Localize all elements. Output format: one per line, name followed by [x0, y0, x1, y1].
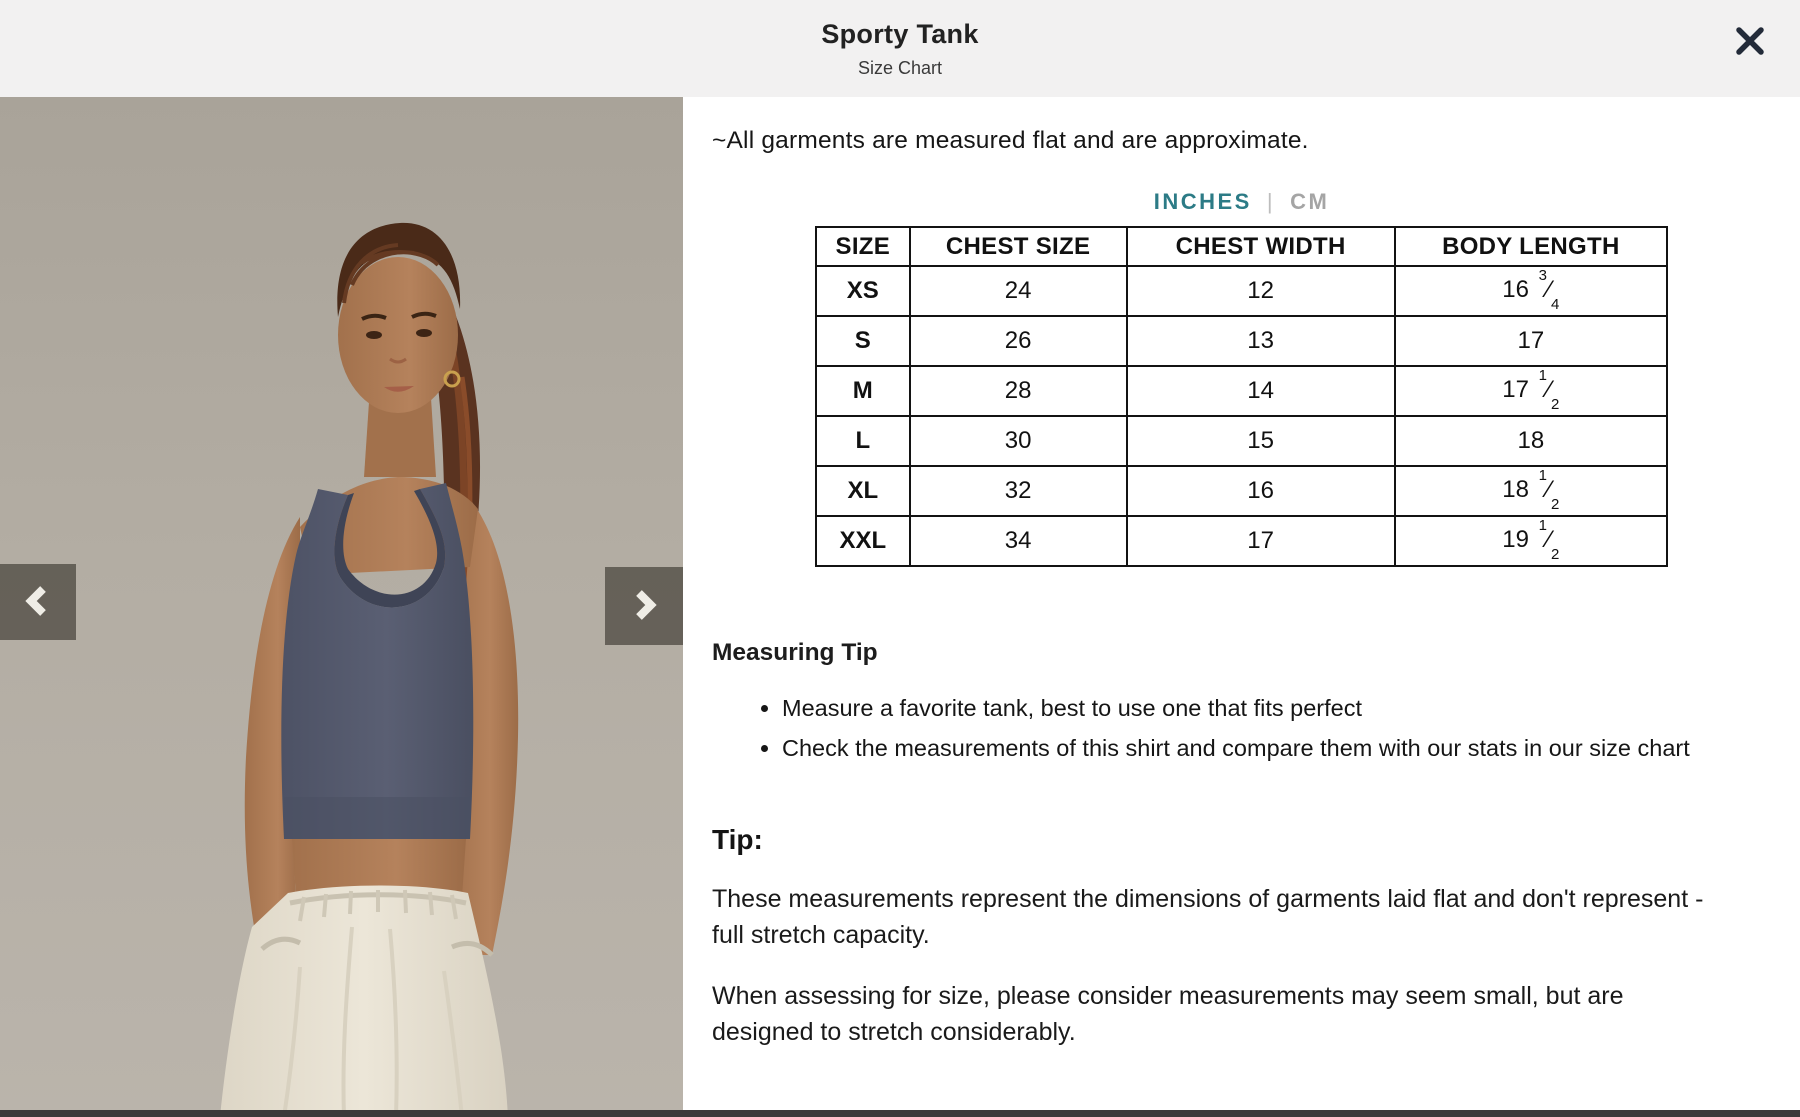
- cell-body-length: 17 $^1⁄_2$: [1395, 366, 1667, 416]
- header-body-length: BODY LENGTH: [1395, 227, 1667, 266]
- cell-chest-width: 12: [1127, 266, 1395, 316]
- chevron-left-icon: [21, 584, 55, 621]
- cell-chest-width: 15: [1127, 416, 1395, 466]
- carousel-next-button[interactable]: [605, 567, 683, 645]
- size-table-section: [815, 189, 1668, 567]
- unit-separator: |: [1266, 189, 1276, 214]
- unit-inches-tab[interactable]: INCHES: [1153, 189, 1252, 214]
- cell-chest-size: 32: [910, 466, 1127, 516]
- cell-chest-width: 14: [1127, 366, 1395, 416]
- cell-chest-width: 13: [1127, 316, 1395, 366]
- cell-body-length: 18 $^1⁄_2$: [1395, 466, 1667, 516]
- table-row: [816, 516, 1667, 566]
- tip-paragraph-1: These measurements represent the dimensions of garments laid flat and don't represent - full stretch capacity.: [712, 885, 1704, 949]
- table-header-row: [816, 227, 1667, 266]
- cell-chest-width: 17: [1127, 516, 1395, 566]
- measuring-tip-list: [712, 695, 1705, 762]
- measuring-tip-heading: Measuring Tip: [712, 639, 878, 666]
- cell-body-length: 17: [1395, 316, 1667, 366]
- table-row: [816, 416, 1667, 466]
- cell-chest-size: 34: [910, 516, 1127, 566]
- cell-chest-width: 16: [1127, 466, 1395, 516]
- cell-size: S: [816, 316, 910, 366]
- list-item: • Check the measurements of this shirt and compare them with our stats in our size chart: [782, 735, 1705, 762]
- cell-body-length: 16 $^3⁄_4$: [1395, 266, 1667, 316]
- cell-size: XXL: [816, 516, 910, 566]
- cell-size: XL: [816, 466, 910, 516]
- unit-toggle: [815, 189, 1668, 215]
- unit-cm-tab[interactable]: CM: [1290, 189, 1330, 214]
- tip-paragraph-2: When assessing for size, please consider measurements may seem small, but are designed to stretch considerably.: [712, 982, 1624, 1046]
- cell-size: XS: [816, 266, 910, 316]
- chevron-right-icon: [627, 588, 661, 625]
- cell-chest-size: 30: [910, 416, 1127, 466]
- cell-body-length: 19 $^1⁄_2$: [1395, 516, 1667, 566]
- header-chest-size: CHEST SIZE: [910, 227, 1127, 266]
- cell-chest-size: 24: [910, 266, 1127, 316]
- cell-chest-size: 26: [910, 316, 1127, 366]
- table-row: [816, 466, 1667, 516]
- table-row: [816, 366, 1667, 416]
- table-row: [816, 316, 1667, 366]
- measurement-disclaimer: ~All garments are measured flat and are approximate.: [712, 127, 1309, 154]
- size-chart-content: [683, 97, 1800, 1117]
- close-icon: [1732, 47, 1768, 62]
- model-photo-illustration: [0, 97, 683, 1117]
- list-item: • Measure a favorite tank, best to use one that fits perfect: [782, 695, 1705, 722]
- modal-body: [0, 97, 1800, 1117]
- table-row: [816, 266, 1667, 316]
- cell-chest-size: 28: [910, 366, 1127, 416]
- cell-size: L: [816, 416, 910, 466]
- close-button[interactable]: [1730, 22, 1770, 62]
- cell-body-length: 18: [1395, 416, 1667, 466]
- page-subtitle: Size Chart: [857, 58, 943, 78]
- product-photo: [0, 97, 683, 1117]
- size-table: [815, 226, 1668, 567]
- carousel-prev-button[interactable]: [0, 564, 76, 640]
- viewport-bottom-strip: [0, 1110, 1800, 1117]
- modal-header: [0, 0, 1800, 97]
- tip-heading: Tip:: [712, 824, 763, 855]
- cell-size: M: [816, 366, 910, 416]
- page-title: Sporty Tank: [821, 19, 979, 49]
- header-chest-width: CHEST WIDTH: [1127, 227, 1395, 266]
- header-size: SIZE: [816, 227, 910, 266]
